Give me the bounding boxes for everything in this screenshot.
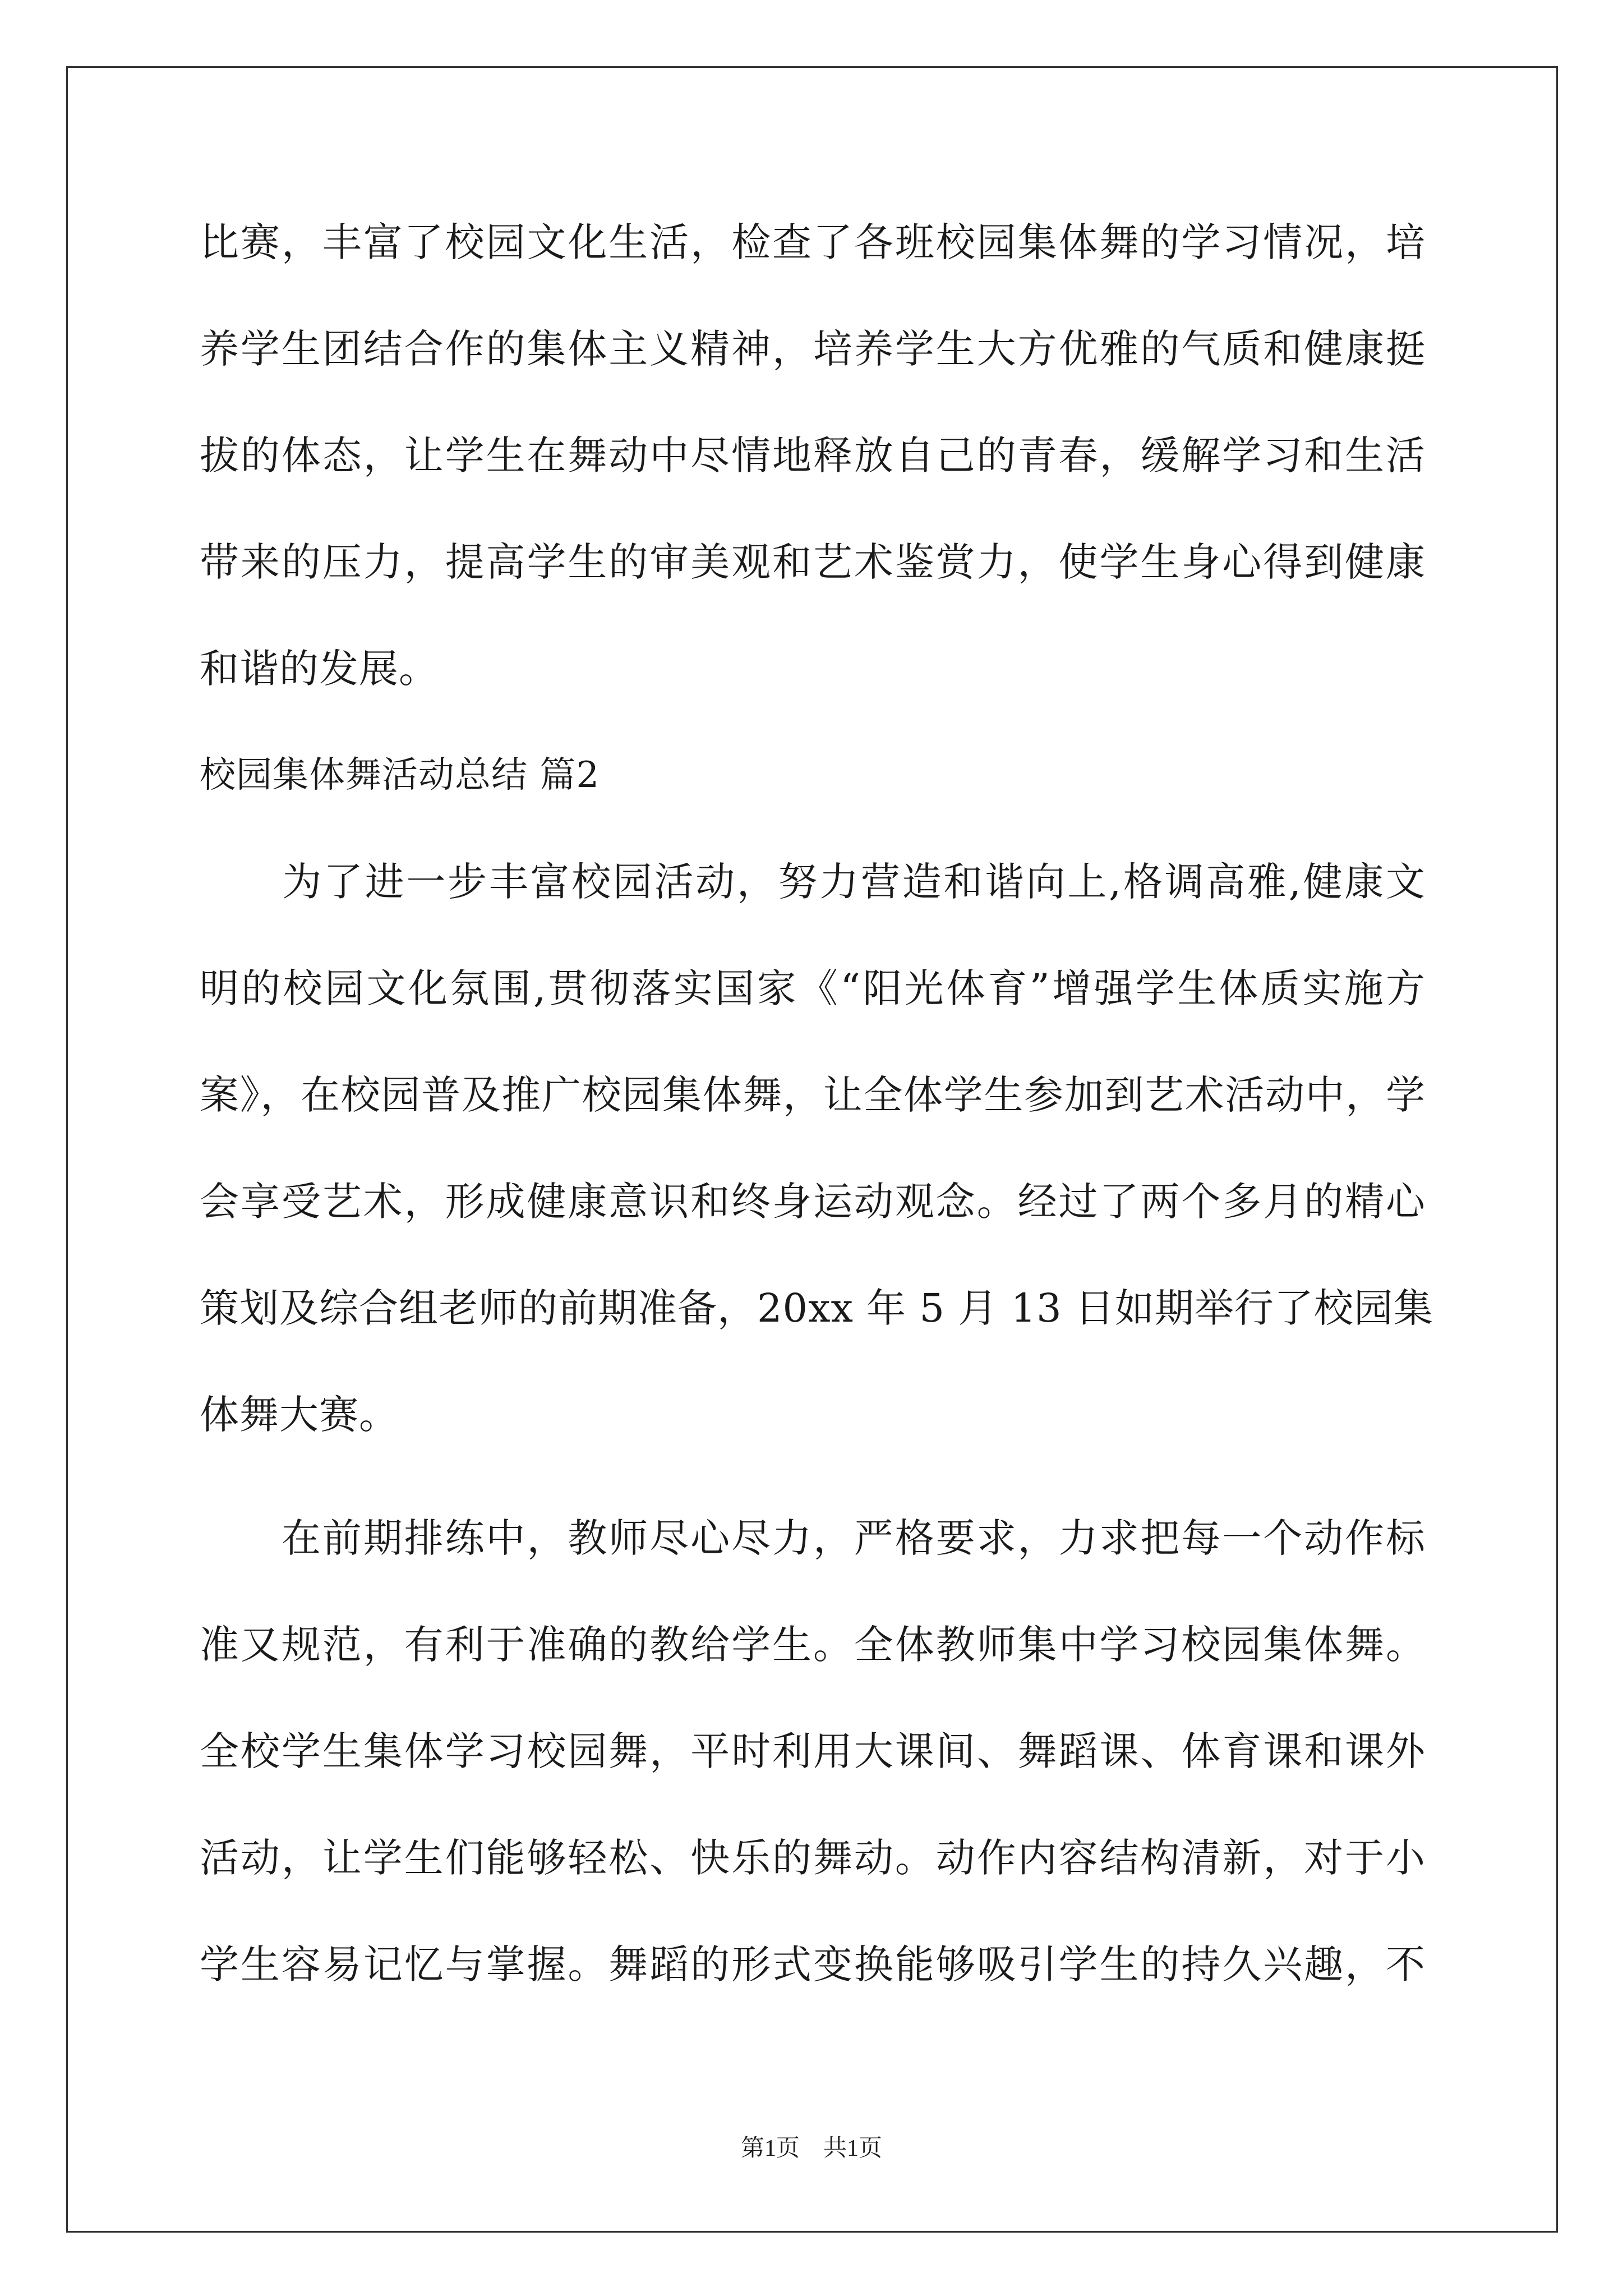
body-line: 和谐的发展。 bbox=[200, 646, 439, 692]
body-line: 拔的体态，让学生在舞动中尽情地释放自己的青春，缓解学习和生活 bbox=[200, 432, 1426, 478]
body-line: 体舞大赛。 bbox=[200, 1392, 399, 1438]
page-footer: 第1页 共1页 bbox=[740, 2136, 882, 2161]
body-line: 案》，在校园普及推广校园集体舞，让全体学生参加到艺术活动中，学 bbox=[200, 1072, 1426, 1118]
body-line: 明的校园文化氛围,贯彻落实国家《“阳光体育”增强学生体质实施方 bbox=[200, 965, 1426, 1011]
page-border bbox=[66, 66, 1558, 2233]
body-line: 活动，让学生们能够轻松、快乐的舞动。动作内容结构清新，对于小 bbox=[200, 1835, 1426, 1881]
body-line: 在前期排练中，教师尽心尽力，严格要求，力求把每一个动作标 bbox=[200, 1515, 1426, 1561]
section-heading: 校园集体舞活动总结 篇2 bbox=[200, 754, 600, 796]
body-line: 会享受艺术，形成健康意识和终身运动观念。经过了两个多月的精心 bbox=[200, 1179, 1426, 1225]
body-line: 带来的压力，提高学生的审美观和艺术鉴赏力，使学生身心得到健康 bbox=[200, 539, 1426, 585]
body-line: 为了进一步丰富校园活动，努力营造和谐向上,格调高雅,健康文 bbox=[200, 859, 1426, 905]
body-line: 养学生团结合作的集体主义精神，培养学生大方优雅的气质和健康挺 bbox=[200, 326, 1426, 372]
body-line: 准又规范，有利于准确的教给学生。全体教师集中学习校园集体舞。 bbox=[200, 1622, 1426, 1668]
body-line: 全校学生集体学习校园舞，平时利用大课间、舞蹈课、体育课和课外 bbox=[200, 1728, 1426, 1774]
body-line: 策划及综合组老师的前期准备，20xx 年 5 月 13 日如期举行了校园集 bbox=[200, 1285, 1433, 1331]
body-line: 比赛，丰富了校园文化生活，检查了各班校园集体舞的学习情况，培 bbox=[200, 219, 1426, 265]
body-line: 学生容易记忆与掌握。舞蹈的形式变换能够吸引学生的持久兴趣，不 bbox=[200, 1941, 1426, 1987]
